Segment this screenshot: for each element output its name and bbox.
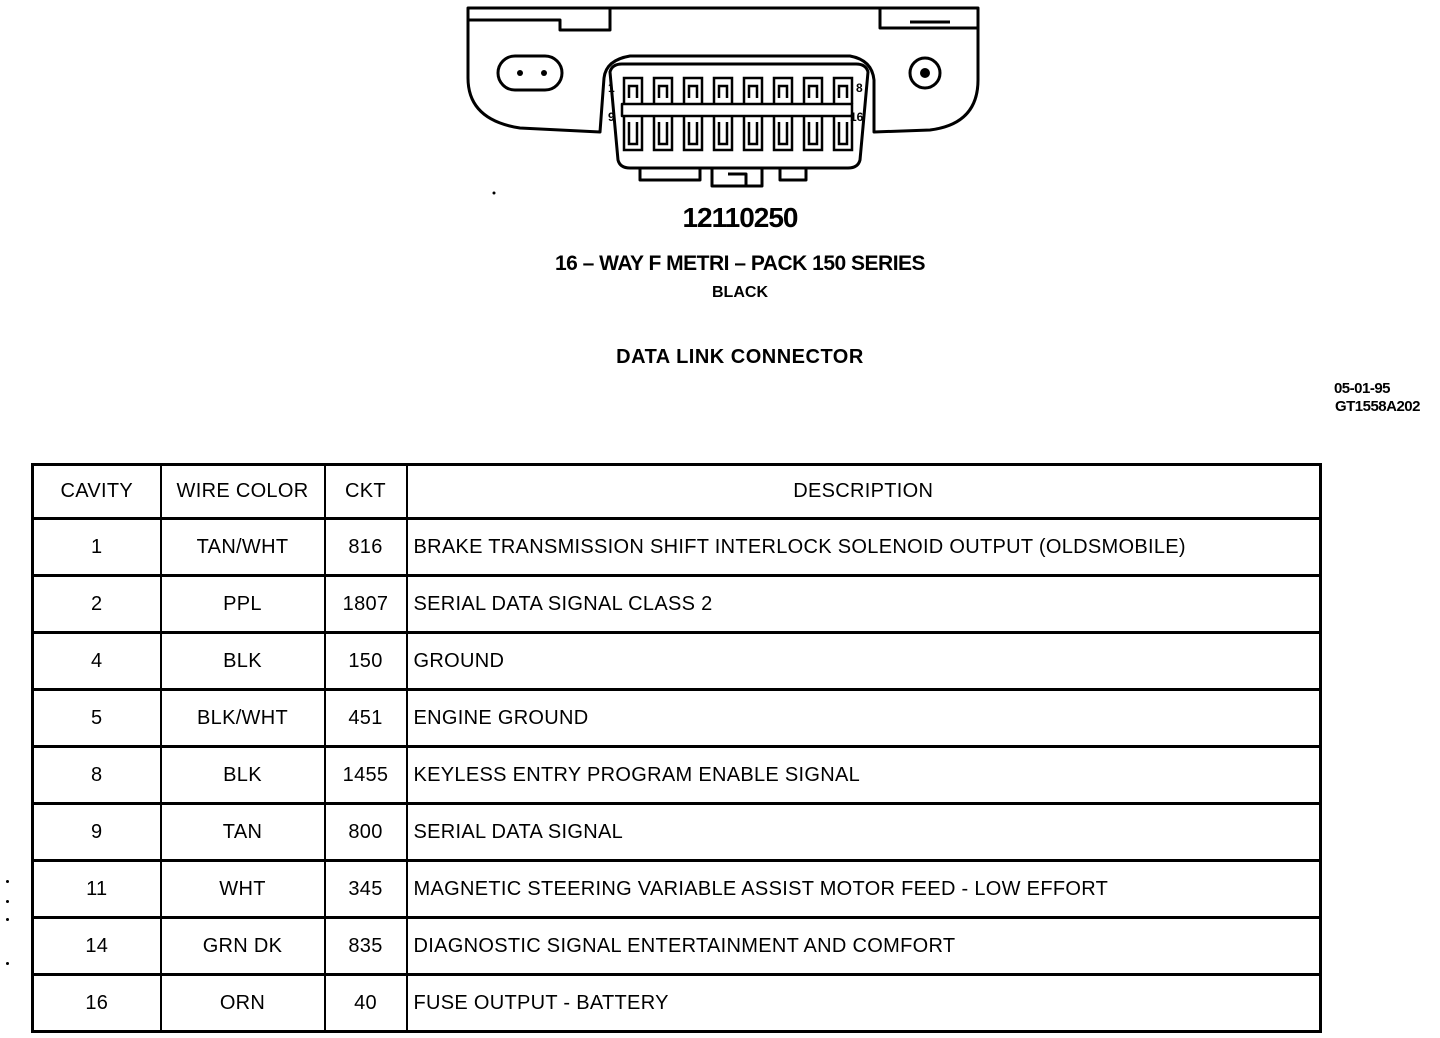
margin-mark [6, 918, 9, 921]
pin-cavity [804, 116, 822, 150]
table-row [33, 861, 1321, 918]
cell-wire-color: WHT [161, 861, 325, 918]
cell-cavity: 4 [33, 633, 161, 690]
cell-cavity: 1 [33, 519, 161, 576]
connector-key [640, 168, 700, 180]
margin-mark [6, 962, 9, 965]
reference-code: GT1558A202 [1334, 398, 1420, 415]
cell-wire-color: TAN [161, 804, 325, 861]
cell-description: GROUND [407, 633, 1321, 690]
connector-type: 16 – WAY F METRI – PACK 150 SERIES [554, 252, 926, 275]
pin-cavity [714, 116, 732, 150]
pinout-table [31, 463, 1322, 1033]
cell-wire-color: ORN [161, 975, 325, 1032]
connector-color: BLACK [712, 284, 768, 301]
table-row [33, 918, 1321, 975]
cell-cavity: 2 [33, 576, 161, 633]
pin-cavity [684, 116, 702, 150]
pin-cavity [654, 116, 672, 150]
reference-date: 05-01-95 [1333, 380, 1390, 397]
cell-cavity: 8 [33, 747, 161, 804]
cell-cavity: 11 [33, 861, 161, 918]
cell-description: ENGINE GROUND [407, 690, 1321, 747]
pin-label-1: 1 [608, 81, 615, 95]
cell-ckt: 40 [325, 975, 407, 1032]
cell-description: FUSE OUTPUT - BATTERY [407, 975, 1321, 1032]
part-number: 12110250 [682, 202, 798, 233]
cell-ckt: 800 [325, 804, 407, 861]
cell-ckt: 816 [325, 519, 407, 576]
table-row [33, 576, 1321, 633]
cell-description: BRAKE TRANSMISSION SHIFT INTERLOCK SOLENOID OUTPUT (OLDSMOBILE) [407, 519, 1321, 576]
cell-description: MAGNETIC STEERING VARIABLE ASSIST MOTOR FEED - LOW EFFORT [407, 861, 1321, 918]
cell-cavity: 5 [33, 690, 161, 747]
table-row [33, 975, 1321, 1032]
cell-description: KEYLESS ENTRY PROGRAM ENABLE SIGNAL [407, 747, 1321, 804]
pin-cavity [744, 116, 762, 150]
pin-label-9: 9 [608, 110, 615, 124]
table-row [33, 747, 1321, 804]
cell-ckt: 1455 [325, 747, 407, 804]
header-wire-color: WIRE COLOR [161, 465, 325, 519]
pin-cavity [804, 78, 822, 104]
table-row [33, 519, 1321, 576]
pin-label-8: 8 [856, 81, 863, 95]
cell-wire-color: BLK [161, 747, 325, 804]
cell-cavity: 14 [33, 918, 161, 975]
cell-ckt: 150 [325, 633, 407, 690]
cell-ckt: 835 [325, 918, 407, 975]
cell-description: DIAGNOSTIC SIGNAL ENTERTAINMENT AND COMFORT [407, 918, 1321, 975]
pin-cavity [624, 116, 642, 150]
cell-ckt: 345 [325, 861, 407, 918]
connector-diagram [440, 0, 1000, 200]
left-mount-hole [498, 56, 562, 90]
cell-wire-color: PPL [161, 576, 325, 633]
cell-ckt: 1807 [325, 576, 407, 633]
margin-mark [6, 880, 9, 883]
pin-cavity [744, 78, 762, 104]
pin-cavity [774, 116, 792, 150]
pin-cavity [834, 78, 852, 104]
table-header-row [33, 465, 1321, 519]
header-cavity: CAVITY [33, 465, 161, 519]
cell-cavity: 16 [33, 975, 161, 1032]
cell-description: SERIAL DATA SIGNAL CLASS 2 [407, 576, 1321, 633]
cell-cavity: 9 [33, 804, 161, 861]
pin-cavity [684, 78, 702, 104]
cell-wire-color: BLK/WHT [161, 690, 325, 747]
pin-label-16: 16 [850, 110, 864, 124]
cell-ckt: 451 [325, 690, 407, 747]
cell-wire-color: TAN/WHT [161, 519, 325, 576]
cell-wire-color: BLK [161, 633, 325, 690]
header-description: DESCRIPTION [407, 465, 1321, 519]
table-row [33, 804, 1321, 861]
pin-cavity [774, 78, 792, 104]
cell-wire-color: GRN DK [161, 918, 325, 975]
header-ckt: CKT [325, 465, 407, 519]
pin-cavity [654, 78, 672, 104]
pin-cavity [714, 78, 732, 104]
margin-mark [6, 900, 9, 903]
pin-cavity [624, 78, 642, 104]
table-row [33, 690, 1321, 747]
table-row [33, 633, 1321, 690]
cell-description: SERIAL DATA SIGNAL [407, 804, 1321, 861]
connector-name: DATA LINK CONNECTOR [616, 346, 864, 368]
